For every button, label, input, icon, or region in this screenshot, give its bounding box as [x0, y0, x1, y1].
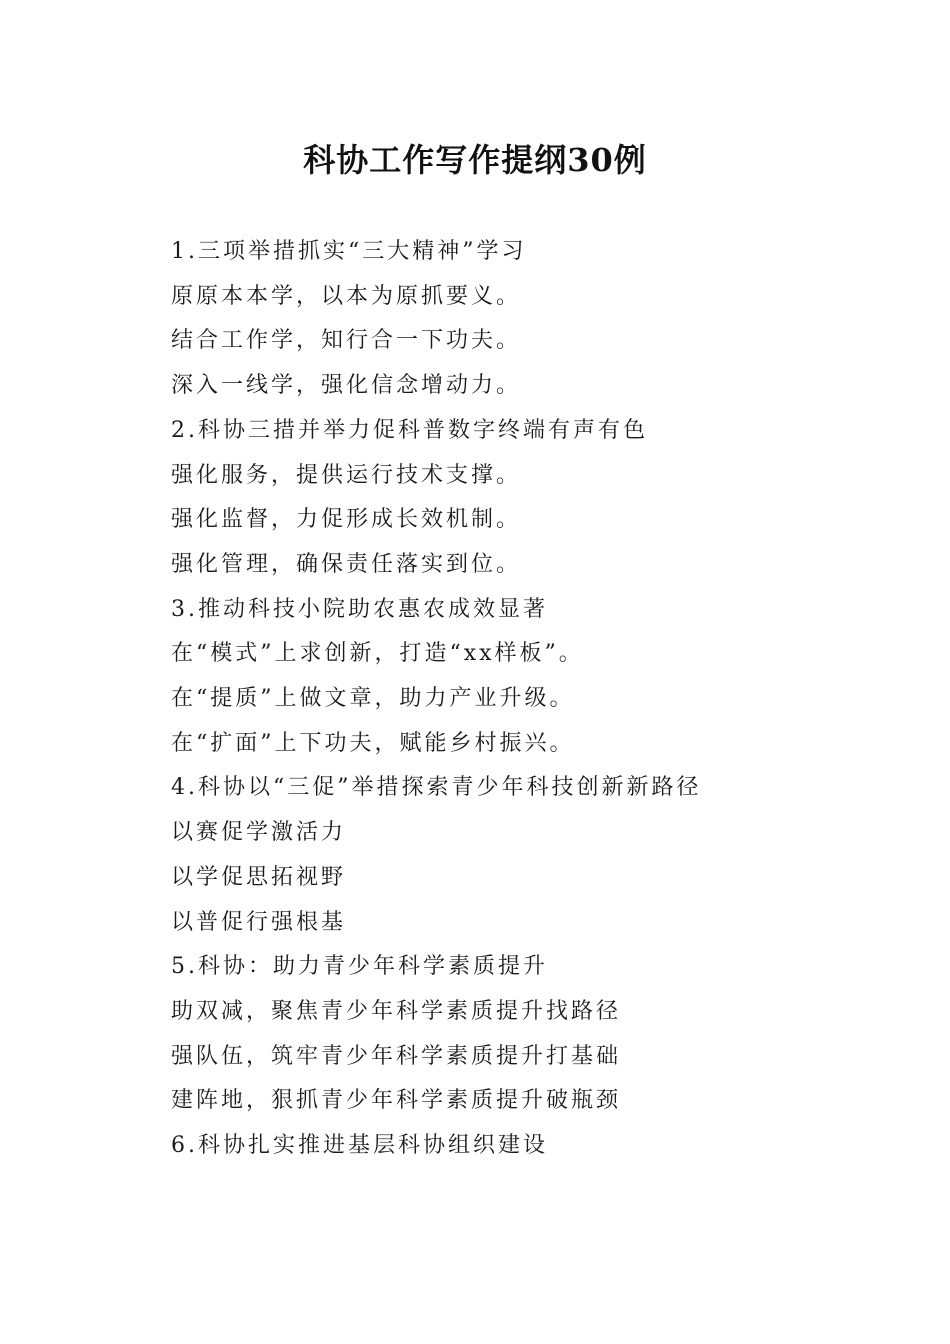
outline-point: 在“扩面”上下功夫，赋能乡村振兴。	[171, 730, 575, 756]
outline-heading: 5.科协：助力青少年科学素质提升	[171, 954, 548, 980]
outline-point: 助双减，聚焦青少年科学素质提升找路径	[171, 998, 622, 1024]
outline-point: 以赛促学激活力	[171, 820, 347, 846]
outline-point: 原原本本学，以本为原抓要义。	[171, 283, 522, 309]
outline-heading: 1.三项举措抓实“三大精神”学习	[171, 239, 527, 264]
outline-point: 强化监督，力促形成长效机制。	[171, 507, 522, 533]
outline-point: 结合工作学，知行合一下功夫。	[171, 328, 522, 354]
outline-point: 强化管理，确保责任落实到位。	[171, 551, 522, 577]
outline-point: 以普促行强根基	[171, 909, 347, 935]
outline-point: 建阵地，狠抓青少年科学素质提升破瓶颈	[171, 1088, 622, 1114]
outline-point: 强化服务，提供运行技术支撑。	[171, 462, 522, 488]
outline-point: 在“模式”上求创新，打造“xx样板”。	[171, 641, 584, 667]
outline-point: 以学促思拓视野	[171, 864, 347, 890]
document-body	[171, 230, 871, 1169]
outline-heading: 3.推动科技小院助农惠农成效显著	[171, 596, 548, 622]
outline-heading: 6.科协扎实推进基层科协组织建设	[171, 1133, 548, 1159]
outline-heading: 4.科协以“三促”举措探索青少年科技创新新路径	[171, 775, 702, 801]
outline-point: 强队伍，筑牢青少年科学素质提升打基础	[171, 1043, 622, 1069]
document-title: 科协工作写作提纲30例	[303, 141, 647, 179]
outline-point: 在“提质”上做文章，助力产业升级。	[171, 686, 575, 712]
outline-point: 深入一线学，强化信念增动力。	[171, 373, 522, 399]
outline-heading: 2.科协三措并举力促科普数字终端有声有色	[171, 417, 648, 443]
